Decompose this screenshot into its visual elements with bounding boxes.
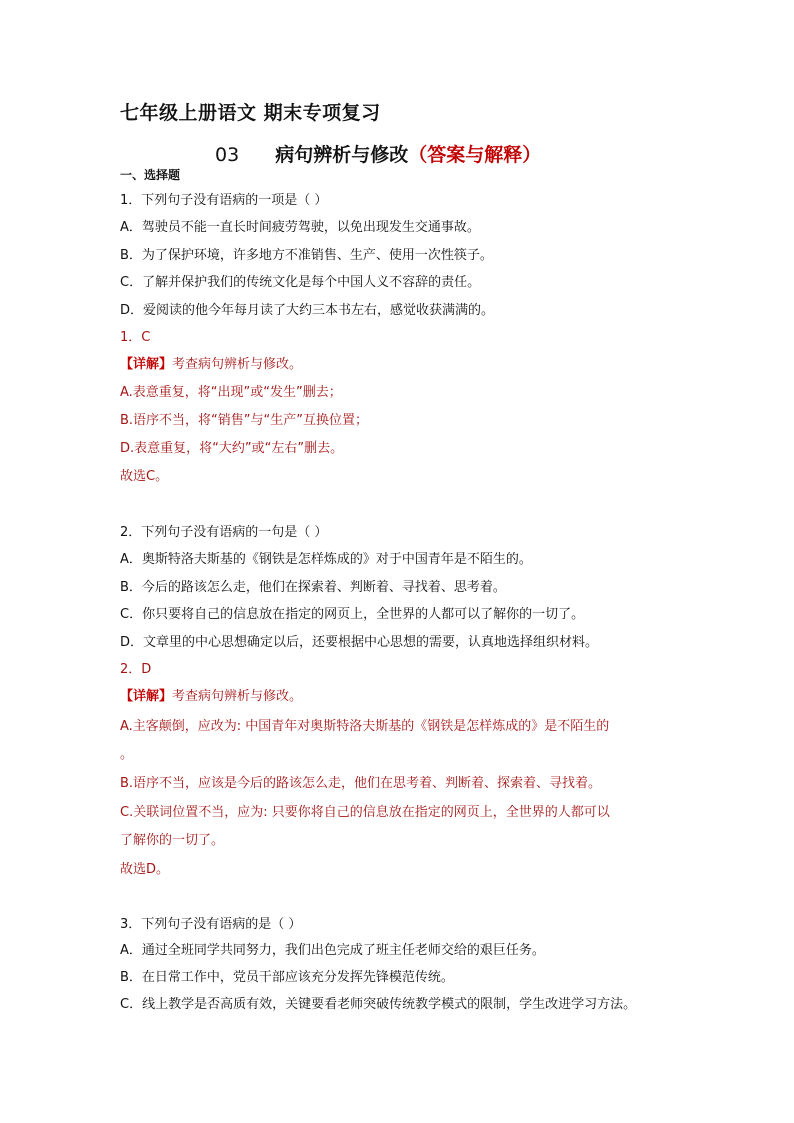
q2-explanation-b: B.语序不当，应该是今后的路该怎么走，他们在思考着、判断着、探索着、寻找着。: [120, 776, 602, 791]
q2-option-d: D．文章里的中心思想确定以后，还要根据中心思想的需要，认真地选择组织材料。: [120, 635, 599, 650]
q3-stem: 3．下列句子没有语病的是（ ）: [120, 917, 302, 932]
subtitle-suffix: （答案与解释）: [408, 144, 542, 166]
q2-explanation-a: A.主客颠倒，应改为: 中国青年对奥斯特洛夫斯基的《钢铁是怎样炼成的》是不陌生的: [120, 719, 610, 734]
q2-option-c: C．你只要将自己的信息放在指定的网页上，全世界的人都可以了解你的一切了。: [120, 607, 585, 622]
q1-explanation-a: A.表意重复，将“出现”或“发生”删去；: [120, 385, 342, 400]
section-heading: 一、选择题: [120, 168, 181, 182]
document-subtitle: [215, 140, 541, 167]
document-title: 七年级上册语文 期末专项复习: [120, 102, 381, 124]
q2-explanation-a-cont: 。: [120, 747, 134, 762]
q1-option-d: D．爱阅读的他今年每月读了大约三本书左右，感觉收获满满的。: [120, 303, 495, 318]
q1-conclusion: 故选C。: [120, 469, 169, 484]
q3-option-a: A．通过全班同学共同努力，我们出色完成了班主任老师交给的艰巨任务。: [120, 943, 545, 958]
subtitle-number: 03: [215, 144, 240, 166]
q2-explanation-c-cont: 了解你的一切了。: [120, 833, 225, 848]
q2-detail: [120, 688, 690, 706]
q2-stem: 2．下列句子没有语病的一句是（ ）: [120, 525, 328, 540]
q1-explanation-b: B.语序不当，将“销售”与“生产”互换位置；: [120, 413, 368, 428]
q2-explanation-c: C.关联词位置不当，应为: 只要你将自己的信息放在指定的网页上，全世界的人都可以: [120, 805, 610, 820]
q1-detail: [120, 356, 690, 374]
q3-option-c: C．线上教学是否高质有效，关键要看老师突破传统教学模式的限制，学生改进学习方法。: [120, 997, 637, 1012]
q1-answer: 1．C: [120, 330, 151, 345]
q3-option-b: B．在日常工作中，党员干部应该充分发挥先锋模范传统。: [120, 970, 454, 985]
q2-answer: 2．D: [120, 662, 152, 677]
q2-detail-text: 考查病句辨析与修改。: [172, 689, 303, 704]
q1-option-a: A．驾驶员不能一直长时间疲劳驾驶，以免出现发生交通事故。: [120, 220, 480, 235]
q1-option-c: C．了解并保护我们的传统文化是每个中国人义不容辞的责任。: [120, 275, 481, 290]
subtitle-main: 病句辨析与修改: [275, 144, 409, 166]
q1-option-b: B．为了保护环境，许多地方不准销售、生产、使用一次性筷子。: [120, 248, 493, 263]
q1-detail-text: 考查病句辨析与修改。: [172, 357, 303, 372]
q2-detail-tag: 【详解】: [120, 689, 173, 704]
q1-stem: 1．下列句子没有语病的一项是（ ）: [120, 193, 328, 208]
q2-option-b: B．今后的路该怎么走，他们在探索着、判断着、寻找着、思考着。: [120, 580, 506, 595]
q2-conclusion: 故选D。: [120, 862, 170, 877]
q2-option-a: A．奥斯特洛夫斯基的《钢铁是怎样炼成的》对于中国青年是不陌生的。: [120, 552, 532, 567]
q1-detail-tag: 【详解】: [120, 357, 173, 372]
q1-explanation-d: D.表意重复，将“大约”或“左右”删去。: [120, 441, 344, 456]
